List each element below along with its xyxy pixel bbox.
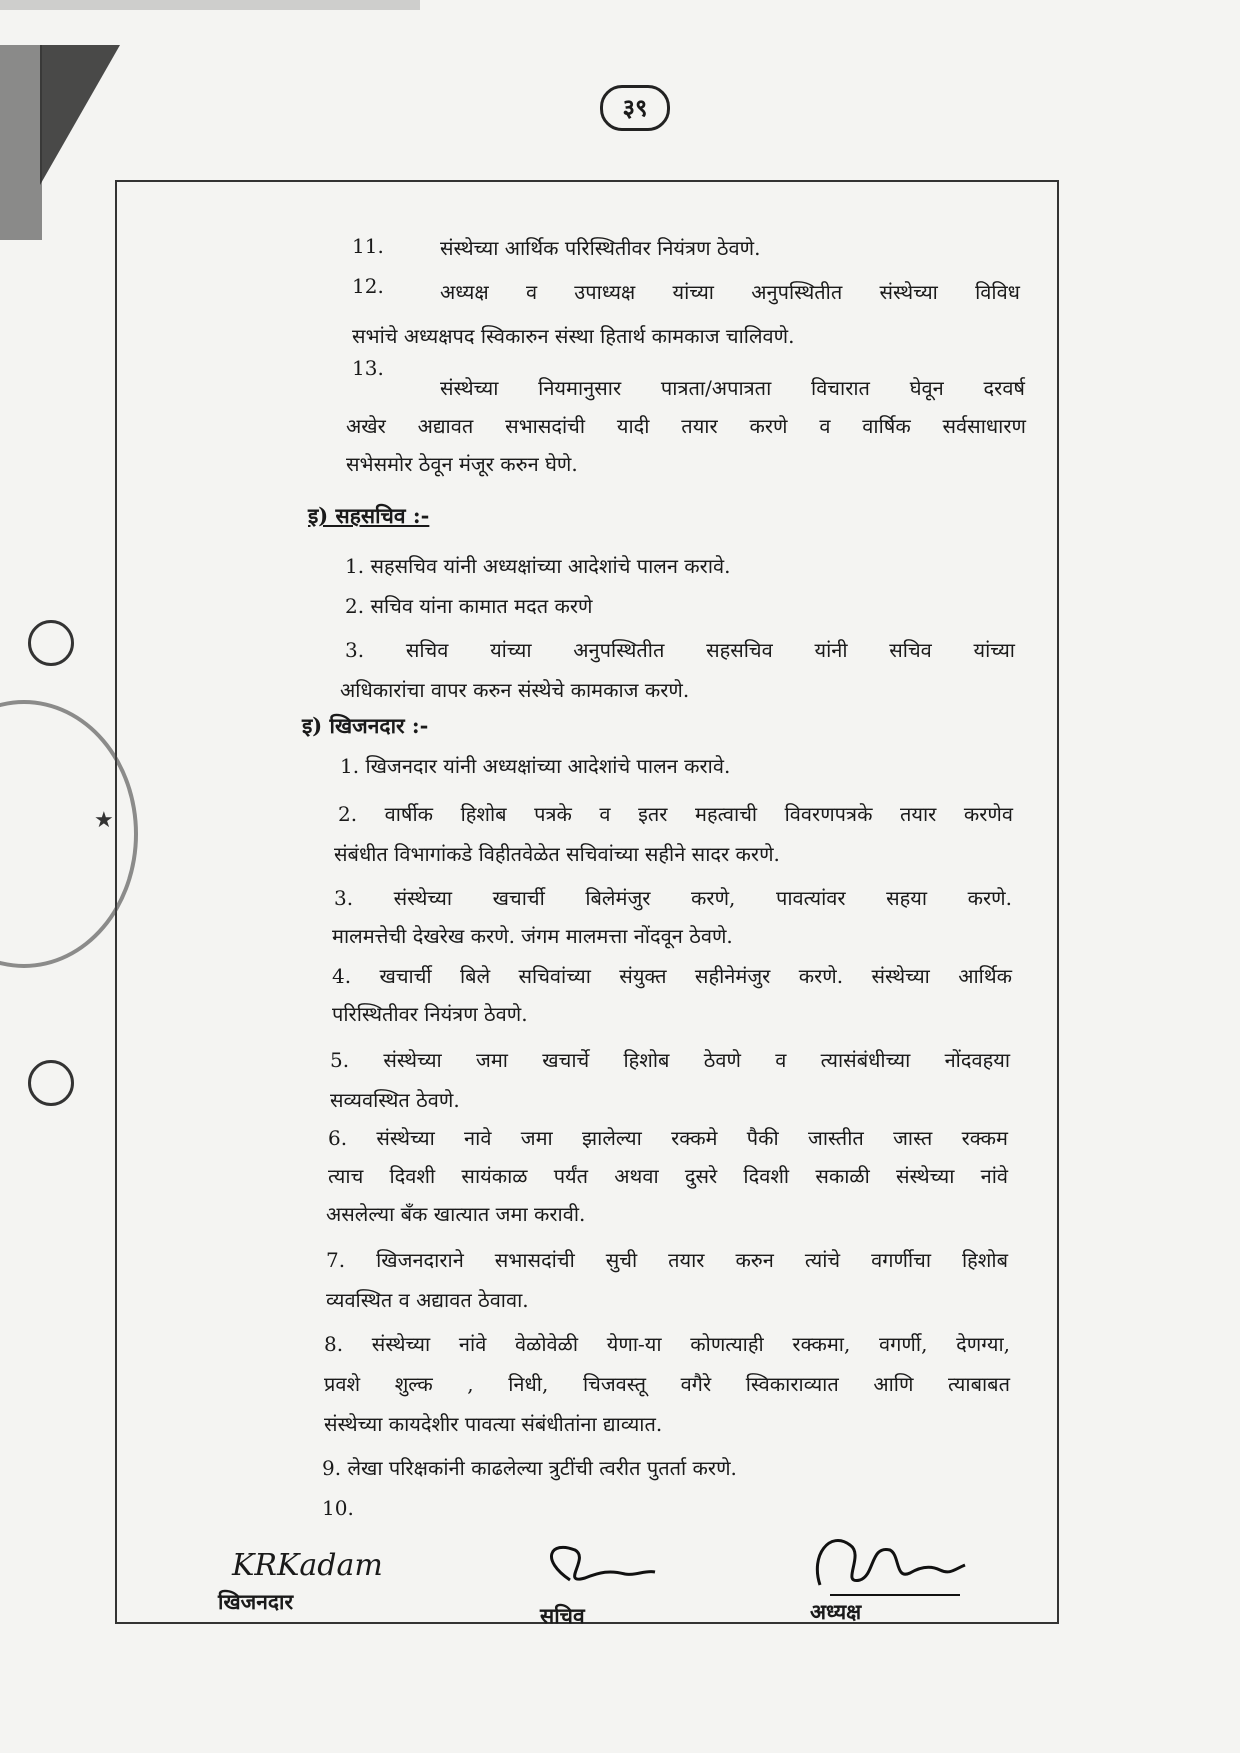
list-item: 7. खिजनदाराने सभासदांची सुची तयार करुन त्यांचे वगर्णीचा हिशोब xyxy=(326,1248,1008,1272)
seal-star-icon: ★ xyxy=(94,808,114,833)
list-item: संबंधीत विभागांकडे विहीतवेळेत सचिवांच्या सहीने सादर करणे. xyxy=(334,842,780,866)
list-item: अधिकारांचा वापर करुन संस्थेचे कामकाज करणे. xyxy=(340,678,690,702)
item-text: अध्यक्ष व उपाध्यक्ष यांच्या अनुपस्थितीत संस्थेच्या विविध xyxy=(440,280,1020,304)
signature-label-secretary: सचिव xyxy=(540,1603,585,1628)
list-item: 9. लेखा परिक्षकांनी काढलेल्या त्रुटींची त्वरीत पुतर्ता करणे. xyxy=(322,1456,737,1480)
signature-label-president: अध्यक्ष xyxy=(810,1599,862,1624)
folded-corner-mark xyxy=(40,45,120,185)
list-item: प्रवशे शुल्क , निधी, चिजवस्तू वगैरे स्विकाराव्यात आणि त्याबाबत xyxy=(324,1372,1010,1396)
list-item: त्याच दिवशी सायंकाळ पर्यंत अथवा दुसरे दिवशी सकाळी संस्थेच्या नांवे xyxy=(328,1164,1008,1188)
list-item: 3. सचिव यांच्या अनुपस्थितीत सहसचिव यांनी सचिव यांच्या xyxy=(345,638,1015,662)
list-item: 10. xyxy=(322,1496,354,1520)
secretary-signature xyxy=(530,1540,660,1600)
signature-label-treasurer: खिजनदार xyxy=(218,1589,294,1614)
list-item: 5. संस्थेच्या जमा खचार्चे हिशोब ठेवणे व त्यासंबंधीच्या नोंदवहया xyxy=(330,1048,1010,1072)
item-text: संस्थेच्या आर्थिक परिस्थितीवर नियंत्रण ठेवणे. xyxy=(440,236,761,260)
item-text: अखेर अद्यावत सभासदांची यादी तयार करणे व वार्षिक सर्वसाधारण xyxy=(346,414,1026,438)
punch-hole xyxy=(28,1060,74,1106)
section-heading-sahsachiv: इ) सहसचिव :- xyxy=(308,503,430,528)
list-item: संस्थेच्या कायदेशीर पावत्या संबंधीतांना द्याव्यात. xyxy=(324,1412,663,1436)
item-text: सभांचे अध्यक्षपद स्विकारुन संस्था हितार्थ कामकाज चालिवणे. xyxy=(352,324,795,348)
list-item: मालमत्तेची देखरेख करणे. जंगम मालमत्ता नोंदवून ठेवणे. xyxy=(332,924,733,948)
list-item: 4. खचार्ची बिले सचिवांच्या संयुक्त सहीनेमंजुर करणे. संस्थेच्या आर्थिक xyxy=(332,964,1012,988)
item-number: 11. xyxy=(352,234,384,258)
section-heading-khajindar: इ) खिजनदार :- xyxy=(302,713,429,738)
item-number: 12. xyxy=(352,274,384,298)
list-item: 6. संस्थेच्या नावे जमा झालेल्या रक्कमे पैकी जास्तीत जास्त रक्कम xyxy=(328,1126,1008,1150)
list-item: 3. संस्थेच्या खचार्ची बिलेमंजुर करणे, पावत्यांवर सहया करणे. xyxy=(334,886,1012,910)
item-number: 13. xyxy=(352,356,384,380)
treasurer-signature: KRKadam xyxy=(232,1548,383,1583)
list-item: सव्यवस्थित ठेवणे. xyxy=(330,1088,460,1112)
scan-edge-mark xyxy=(0,0,420,10)
list-item: असलेल्या बँक खात्यात जमा करावी. xyxy=(326,1202,586,1226)
punch-hole xyxy=(28,620,74,666)
president-signature xyxy=(800,1525,970,1605)
list-item: 2. वार्षीक हिशोब पत्रके व इतर महत्वाची विवरणपत्रके तयार करणेव xyxy=(338,802,1013,826)
item-text: सभेसमोर ठेवून मंजूर करुन घेणे. xyxy=(346,452,578,476)
list-item: 8. संस्थेच्या नांवे वेळोवेळी येणा-या कोणत्याही रक्कमा, वगर्णी, देणग्या, xyxy=(324,1332,1010,1356)
list-item: 1. सहसचिव यांनी अध्यक्षांच्या आदेशांचे पालन करावे. xyxy=(345,554,731,578)
list-item: 2. सचिव यांना कामात मदत करणे xyxy=(345,594,593,618)
list-item: परिस्थितीवर नियंत्रण ठेवणे. xyxy=(332,1002,528,1026)
list-item: व्यवस्थित व अद्यावत ठेवावा. xyxy=(326,1288,529,1312)
item-text: संस्थेच्या नियमानुसार पात्रता/अपात्रता विचारात घेवून दरवर्ष xyxy=(440,376,1025,400)
list-item: 1. खिजनदार यांनी अध्यक्षांच्या आदेशांचे पालन करावे. xyxy=(340,754,731,778)
page-number: ३९ xyxy=(600,85,670,131)
scan-shadow-mark xyxy=(0,45,42,240)
